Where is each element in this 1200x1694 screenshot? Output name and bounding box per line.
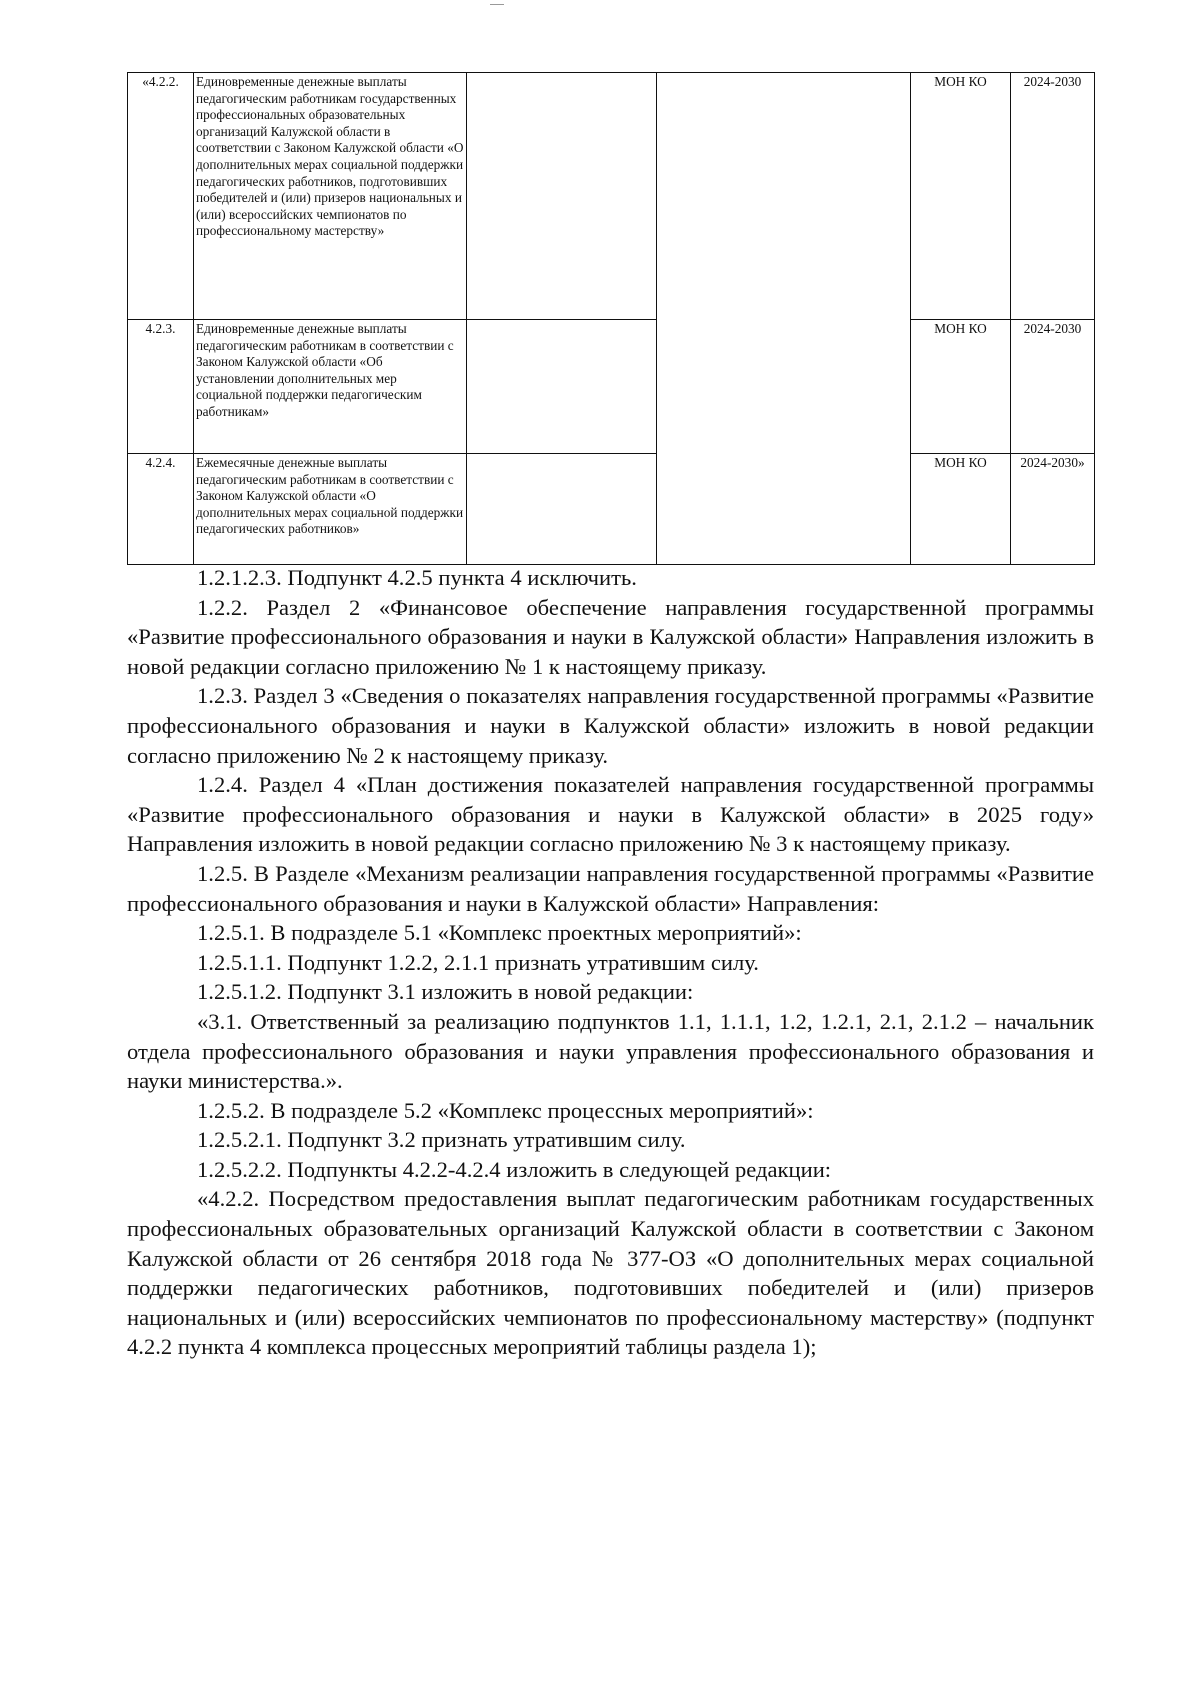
responsible: МОН КО (911, 73, 1011, 320)
measures-table (127, 72, 1095, 565)
responsible: МОН КО (911, 454, 1011, 565)
paragraph-1-2-5: 1.2.5. В Разделе «Механизм реализации направления государственной программы «Развитие профессионального образования и науки в Калужской области» Направления: (127, 860, 1094, 916)
measure-name: Ежемесячные денежные выплаты педагогическим работникам в соответствии с Законом Калужской области «О дополнительных мерах социальной поддержки педагогических работников» (194, 454, 467, 565)
table-row (128, 73, 1095, 320)
responsible: МОН КО (911, 320, 1011, 454)
scan-mark (490, 4, 504, 5)
paragraph-1-2-5-2: 1.2.5.2. В подразделе 5.2 «Комплекс процессных мероприятий»: (197, 1097, 814, 1123)
paragraph-1-2-5-1-1: 1.2.5.1.1. Подпункт 1.2.2, 2.1.1 признать утратившим силу. (197, 949, 759, 975)
table-row (128, 454, 1095, 565)
empty-cell (467, 454, 657, 565)
row-number: 4.2.4. (128, 454, 194, 565)
paragraph-1-2-1-2-3: 1.2.1.2.3. Подпункт 4.2.5 пункта 4 исключить. (197, 565, 637, 590)
paragraph-1-2-5-1: 1.2.5.1. В подразделе 5.1 «Комплекс проектных мероприятий»: (197, 920, 802, 946)
row-number: «4.2.2. (128, 73, 194, 320)
paragraph-1-2-4: 1.2.4. Раздел 4 «План достижения показателей направления государственной программы «Развитие профессионального образования и науки в Калужской области» в 2025 году» Направления изложить в новой редакции согласно приложению № 3 к настоящему приказу. (127, 772, 1094, 857)
table-row (128, 320, 1095, 454)
document-body (127, 563, 1094, 1362)
paragraph-quote-4-2-2: «4.2.2. Посредством предоставления выплат педагогическим работникам государственных профессиональных образовательных организаций Калужской области в соответствии с Законом Калужской области от 26 сентября 2018 года № 377-ОЗ «О дополнительных мерах социальной поддержки педагогических работников, подготовивших победителей и (или) призеров национальных и (или) всероссийских чемпионатов по профессиональному мастерству» (подпункт 4.2.2 пункта 4 комплекса процессных мероприятий таблицы раздела 1); (127, 1186, 1094, 1360)
empty-merged-cell (657, 73, 911, 565)
paragraph-1-2-2: 1.2.2. Раздел 2 «Финансовое обеспечение направления государственной программы «Развитие профессионального образования и науки в Калужской области» Направления изложить в новой редакции согласно приложению № 1 к настоящему приказу. (127, 594, 1094, 679)
paragraph-1-2-5-2-2: 1.2.5.2.2. Подпункты 4.2.2-4.2.4 изложить в следующей редакции: (197, 1156, 832, 1182)
row-number: 4.2.3. (128, 320, 194, 454)
empty-cell (467, 320, 657, 454)
measure-name: Единовременные денежные выплаты педагогическим работникам государственных профессиональных образовательных организаций Калужской области в соответствии с Законом Калужской области «О дополнительных мерах социальной поддержки педагогических работников, подготовивших победителей и (или) призеров национальных и (или) всероссийских чемпионатов по профессиональному мастерству» (194, 73, 467, 320)
period: 2024-2030 (1011, 320, 1095, 454)
paragraph-1-2-5-2-1: 1.2.5.2.1. Подпункт 3.2 признать утратившим силу. (197, 1127, 686, 1153)
paragraph-1-2-5-1-2: 1.2.5.1.2. Подпункт 3.1 изложить в новой редакции: (197, 979, 694, 1005)
empty-cell (467, 73, 657, 320)
period: 2024-2030 (1011, 73, 1095, 320)
period: 2024-2030» (1011, 454, 1095, 565)
measure-name: Единовременные денежные выплаты педагогическим работникам в соответствии с Законом Калужской области «Об установлении дополнительных мер социальной поддержки педагогическим работникам» (194, 320, 467, 454)
paragraph-1-2-3: 1.2.3. Раздел 3 «Сведения о показателях направления государственной программы «Развитие профессионального образования и науки в Калужской области» изложить в новой редакции согласно приложению № 2 к настоящему приказу. (127, 683, 1094, 768)
paragraph-quote-3-1: «3.1. Ответственный за реализацию подпунктов 1.1, 1.1.1, 1.2, 1.2.1, 2.1, 2.1.2 – начальник отдела профессионального образования и науки управления профессионального образования и науки министерства.». (127, 1008, 1094, 1094)
